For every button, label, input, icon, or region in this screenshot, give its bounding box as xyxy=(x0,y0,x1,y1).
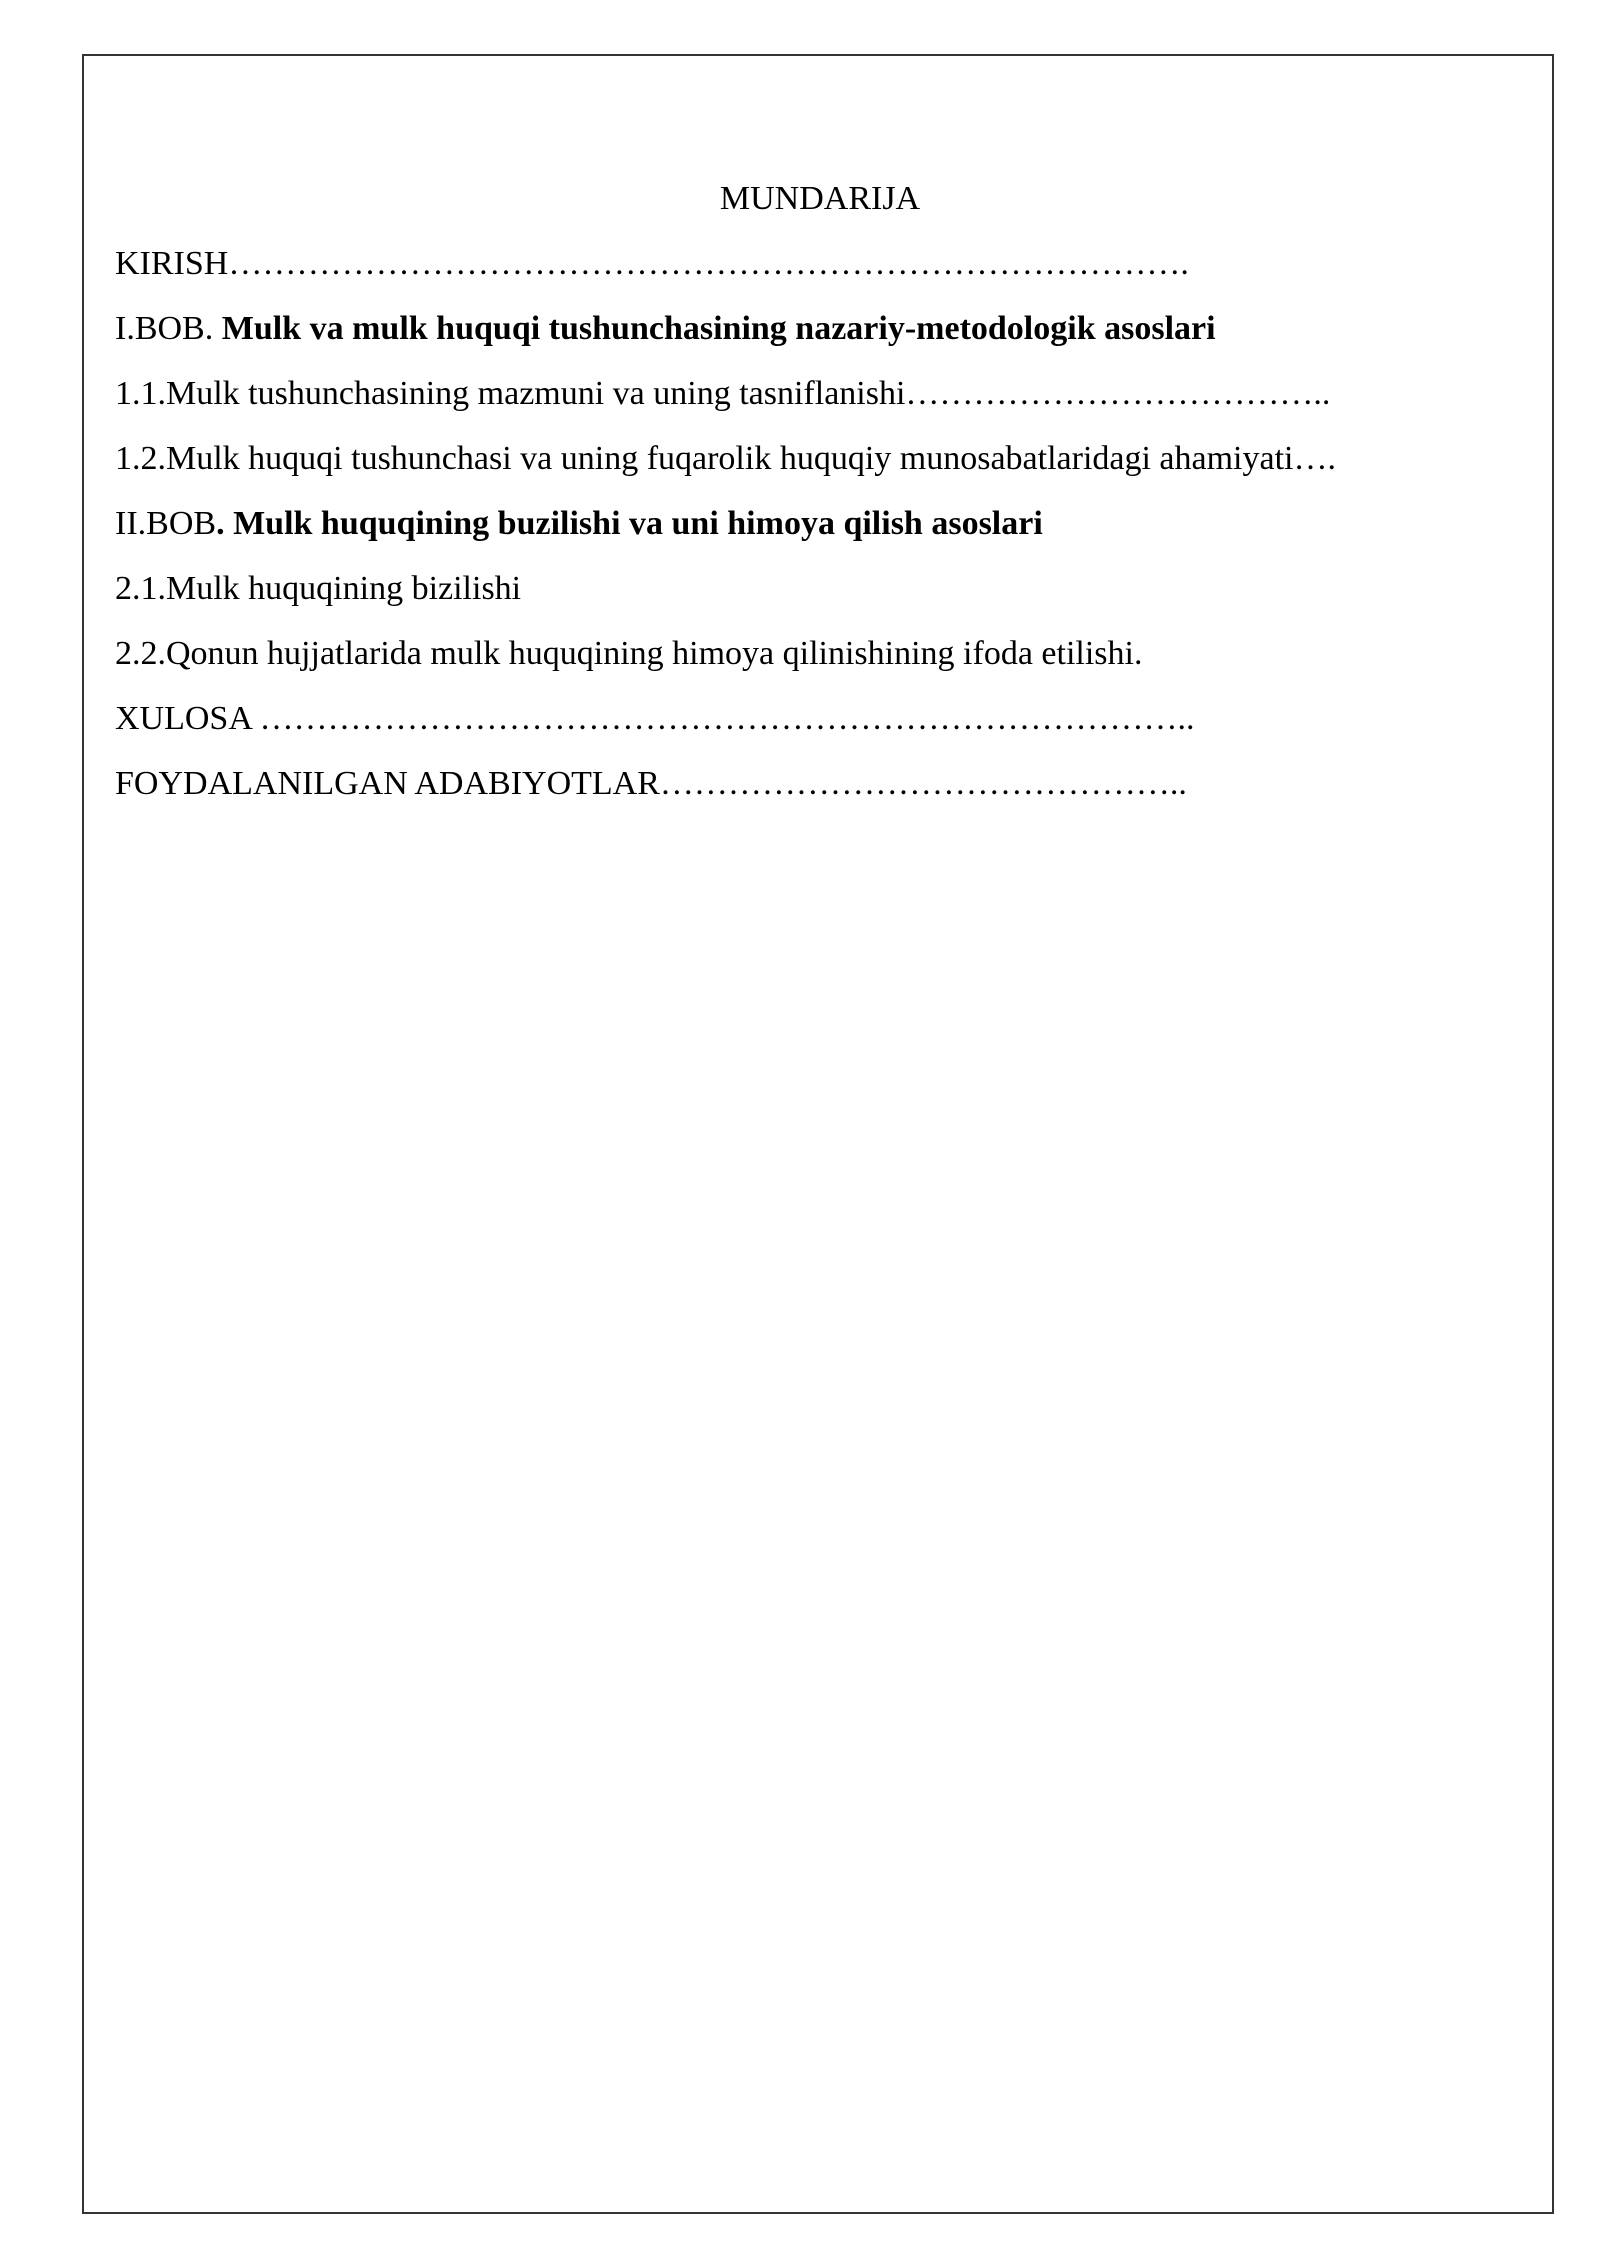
toc-entry-text: 1.1.Mulk tushunchasining mazmuni va uning tasniflanishi……………………………….. xyxy=(115,375,1331,412)
toc-entry-xulosa xyxy=(115,686,1525,751)
toc-entry-kirish xyxy=(115,231,1525,296)
toc-entry-text: I.BOB. xyxy=(115,310,222,347)
toc-entry-bold-text: Mulk va mulk huquqi tushunchasining nazariy-metodologik asoslari xyxy=(221,310,1216,347)
toc-entry-text: 2.1.Mulk huquqining bizilishi xyxy=(115,570,522,607)
toc-entry-chapter-2 xyxy=(115,491,1525,556)
toc-entry-section-1-1 xyxy=(115,361,1525,426)
page-frame xyxy=(82,54,1554,2214)
table-of-contents xyxy=(115,166,1525,816)
toc-entry-chapter-1 xyxy=(115,296,1525,361)
toc-entry-text: KIRISH…………………………………………………………………………. xyxy=(115,245,1189,282)
toc-entry-text: 2.2.Qonun hujjatlarida mulk huquqining himoya qilinishining ifoda etilishi. xyxy=(115,635,1143,672)
toc-entry-adabiyotlar xyxy=(115,751,1525,816)
toc-entry-section-1-2 xyxy=(115,426,1525,491)
toc-entry-text: FOYDALANILGAN ADABIYOTLAR……………………………………….. xyxy=(115,765,1187,802)
toc-entry-bold-text: . Mulk huquqining buzilishi va uni himoya qilish asoslari xyxy=(216,505,1043,542)
toc-entry-text: II.BOB xyxy=(115,505,217,542)
page-title: MUNDARIJA xyxy=(719,180,921,217)
toc-entry-text: 1.2.Mulk huquqi tushunchasi va uning fuqarolik huquqiy munosabatlaridagi ahamiyati…. xyxy=(115,440,1336,477)
toc-entry-text: XULOSA ……………………………………………………………………….. xyxy=(115,700,1195,737)
toc-entry-section-2-1 xyxy=(115,556,1525,621)
toc-entry-section-2-2 xyxy=(115,621,1525,686)
